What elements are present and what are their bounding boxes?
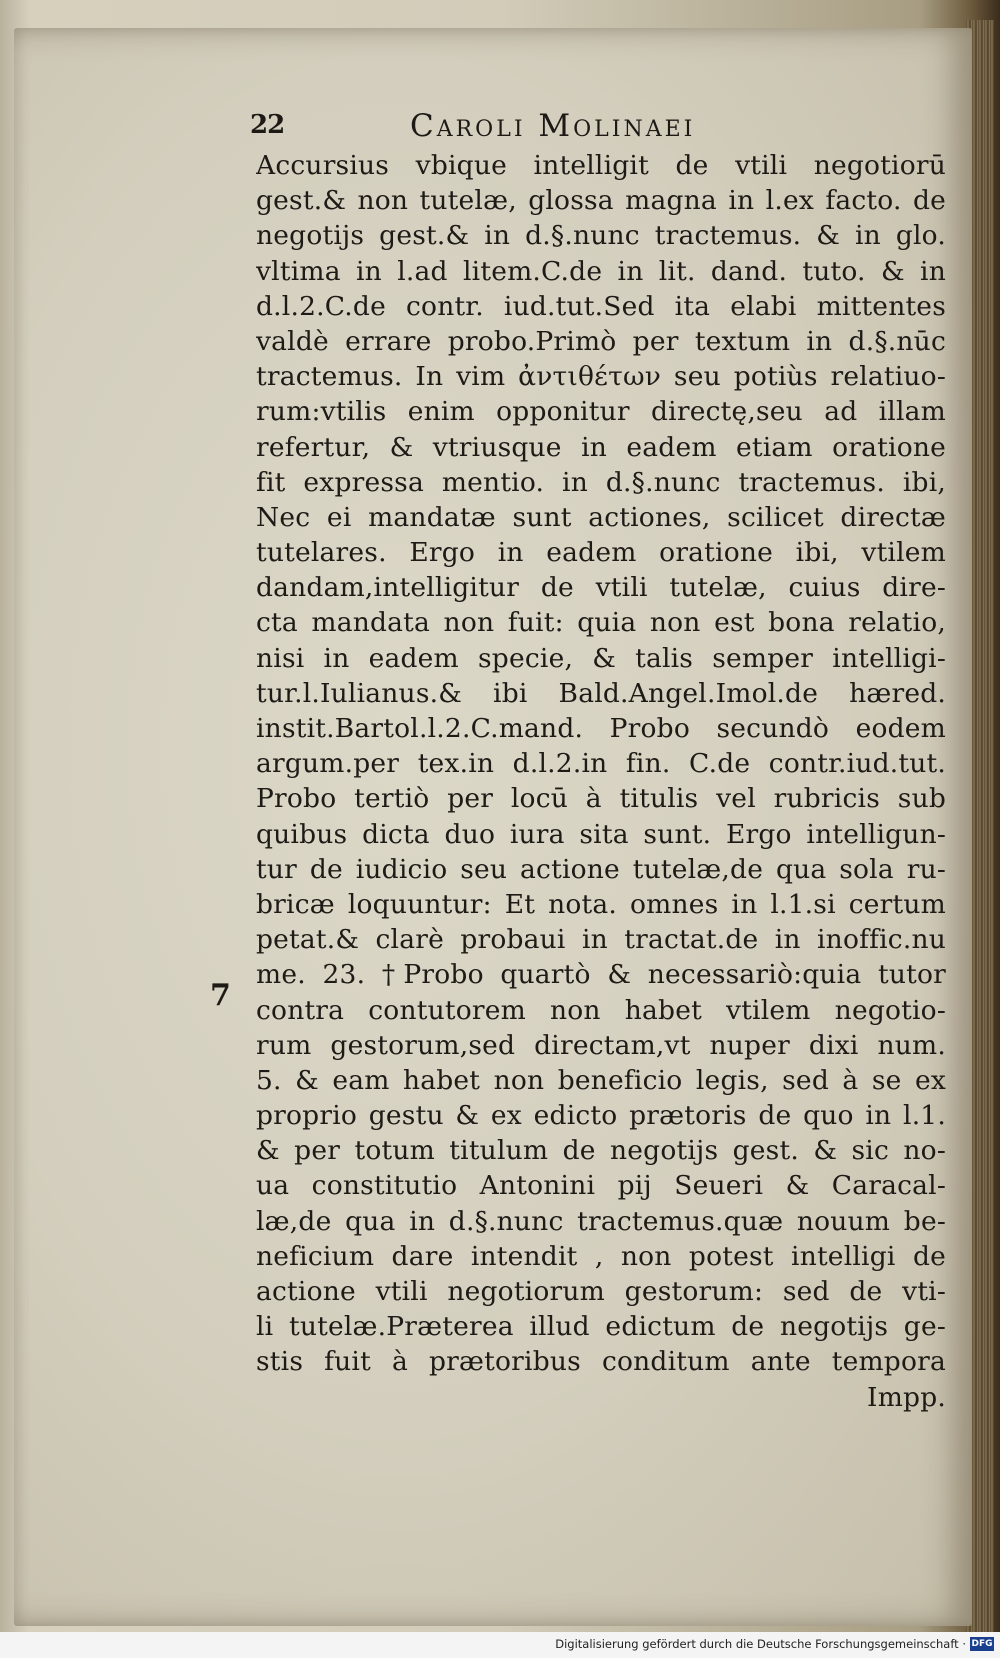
text-line: Accursius vbique intelligit de vtili negotiorū: [256, 150, 946, 181]
body-text: [256, 148, 946, 1415]
text-line: bricæ loquuntur: Et nota. omnes in l.1.si certum: [256, 888, 946, 920]
text-line: rum gestorum,sed directam,vt nuper dixi num.: [256, 1029, 946, 1061]
text-line: instit.Bartol.l.2.C.mand. Probo secundò eodem: [256, 713, 946, 744]
margin-note-number: 7: [210, 978, 231, 1013]
footer-bar: [0, 1632, 1000, 1658]
text-line: negotijs gest.& in d.§.nunc tractemus. & in glo.: [256, 220, 946, 252]
text-line: refertur, & vtriusque in eadem etiam oratione: [256, 431, 946, 463]
text-line: contra contutorem non habet vtilem negotio-: [256, 994, 946, 1026]
page-header: [250, 108, 970, 148]
catchword: Impp.: [867, 1381, 946, 1413]
text-line: dandam,intelligitur de vtili tutelæ, cuius dire-: [256, 572, 946, 604]
text-line: valdè errare probo.Primò per textum in d.§.nūc: [256, 325, 946, 357]
text-line: me. 23. †Probo quartò & necessariò:quia tutor: [256, 959, 946, 991]
text-line: rum:vtilis enim opponitur directę,seu ad illam: [256, 396, 946, 428]
text-line: tur.l.Iulianus.& ibi Bald.Angel.Imol.de hæred.: [256, 677, 946, 709]
footer-credit: Digitalisierung gefördert durch die Deutsche Forschungsgemeinschaft ·: [555, 1637, 966, 1651]
text-line: actione vtili negotiorum gestorum: sed de vti-: [256, 1276, 946, 1307]
text-line: neficium dare intendit , non potest intelligi de: [256, 1240, 946, 1272]
text-line: proprio gestu & ex edicto prætoris de quo in l.1.: [256, 1100, 946, 1132]
text-line: 5. & eam habet non beneficio legis, sed à se ex: [256, 1064, 946, 1096]
running-title: Caroli Molinaei: [410, 108, 696, 144]
page-number: 22: [250, 110, 285, 140]
text-line: Nec ei mandatæ sunt actiones, scilicet directæ: [256, 501, 946, 533]
text-line: petat.& clarè probaui in tractat.de in inoffic.nu: [256, 924, 946, 956]
text-line: quibus dicta duo iura sita sunt. Ergo intelligun-: [256, 818, 946, 850]
text-line: tutelares. Ergo in eadem oratione ibi, vtilem: [256, 537, 946, 569]
text-line: ua constitutio Antonini pij Seueri & Caracal-: [256, 1170, 946, 1202]
text-line: Probo tertiò per locū à titulis vel rubricis sub: [256, 783, 946, 815]
text-line: stis fuit à prætoribus conditum ante tempora: [256, 1346, 946, 1378]
text-line: fit expressa mentio. in d.§.nunc tractemus. ibi,: [256, 466, 946, 498]
text-line: d.l.2.C.de contr. iud.tut.Sed ita elabi mittentes: [256, 290, 946, 322]
text-line: vltima in l.ad litem.C.de in lit. dand. tuto. & in: [256, 255, 946, 287]
text-line: argum.per tex.in d.l.2.in fin. C.de contr.iud.tut.: [256, 748, 946, 780]
text-line: tractemus. In vim ἀντιθέτων seu potiùs relatiuo-: [256, 361, 946, 393]
text-line: nisi in eadem specie, & talis semper intelligi-: [256, 642, 946, 674]
text-line: læ,de qua in d.§.nunc tractemus.quæ nouum be-: [256, 1205, 946, 1237]
text-line: gest.& non tutelæ, glossa magna in l.ex facto. de: [256, 185, 946, 217]
text-line: li tutelæ.Præterea illud edictum de negotijs ge-: [256, 1311, 946, 1343]
text-line: tur de iudicio seu actione tutelæ,de qua sola ru-: [256, 853, 946, 885]
text-line: cta mandata non fuit: quia non est bona relatio,: [256, 607, 946, 639]
text-line: & per totum titulum de negotijs gest. & sic no-: [256, 1135, 946, 1167]
dfg-logo: DFG: [971, 1639, 993, 1649]
